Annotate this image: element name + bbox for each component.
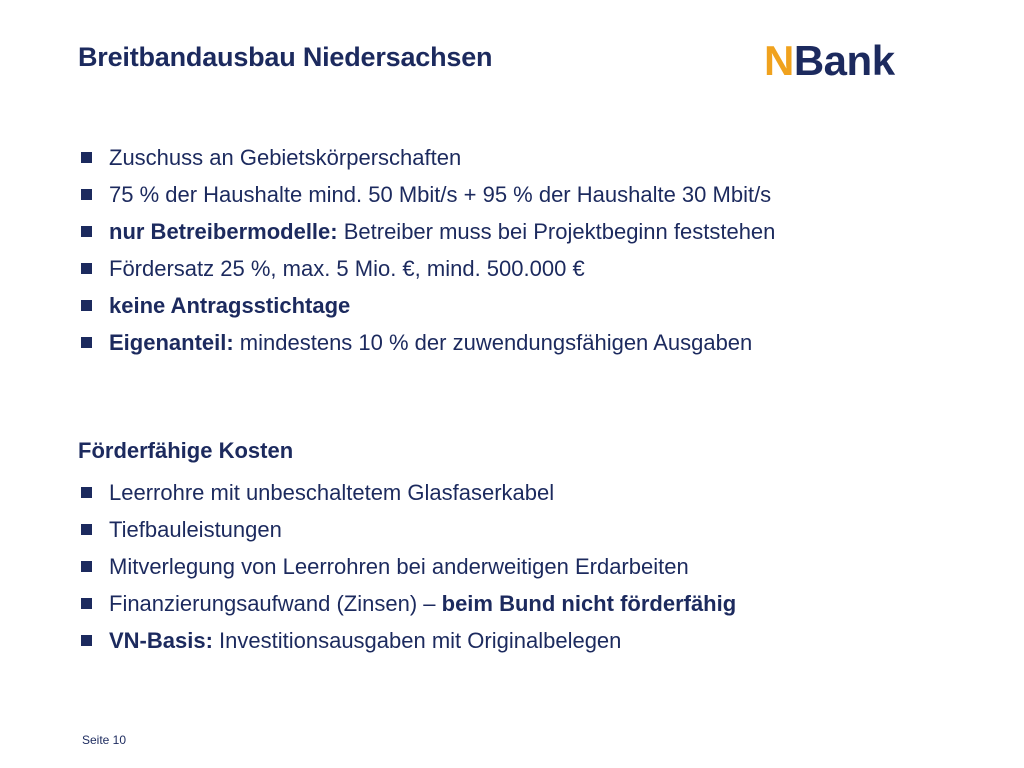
list-item-bold-suffix: beim Bund nicht förderfähig	[441, 590, 737, 616]
list-item-text: Fördersatz 25 %, max. 5 Mio. €, mind. 500.000 €	[109, 255, 585, 281]
funding-terms-list	[78, 139, 775, 361]
page-number: Seite 10	[82, 733, 127, 747]
page-title: Breitbandausbau Niedersachsen	[78, 42, 493, 72]
square-bullet-icon	[81, 263, 92, 274]
nbank-logo	[764, 36, 895, 82]
list-item-text: Mitverlegung von Leerrohren bei anderweitigen Erdarbeiten	[109, 553, 689, 579]
list-item	[78, 548, 736, 585]
list-item	[78, 474, 736, 511]
list-item-bold: Eigenanteil:	[109, 329, 234, 355]
square-bullet-icon	[81, 561, 92, 572]
list-item-text: Betreiber muss bei Projektbeginn feststehen	[337, 218, 776, 244]
square-bullet-icon	[81, 598, 92, 609]
list-item	[78, 511, 736, 548]
list-item	[78, 176, 775, 213]
list-item-text: Zuschuss an Gebietskörperschaften	[109, 144, 462, 170]
square-bullet-icon	[81, 226, 92, 237]
square-bullet-icon	[81, 635, 92, 646]
list-item	[78, 250, 775, 287]
list-item-bold: VN-Basis:	[109, 627, 213, 653]
list-item-text: 75 % der Haushalte mind. 50 Mbit/s + 95 % der Haushalte 30 Mbit/s	[109, 181, 772, 207]
section-heading: Förderfähige Kosten	[78, 438, 294, 463]
list-item-text: Leerrohre mit unbeschaltetem Glasfaserkabel	[109, 479, 555, 505]
logo-word-bank: Bank	[793, 37, 895, 84]
square-bullet-icon	[81, 487, 92, 498]
square-bullet-icon	[81, 300, 92, 311]
square-bullet-icon	[81, 152, 92, 163]
eligible-costs-list	[78, 474, 736, 659]
list-item-text: Tiefbauleistungen	[109, 516, 282, 542]
list-item	[78, 585, 736, 622]
square-bullet-icon	[81, 189, 92, 200]
list-item	[78, 622, 736, 659]
list-item-bold: nur Betreibermodelle:	[109, 218, 338, 244]
list-item	[78, 213, 775, 250]
square-bullet-icon	[81, 524, 92, 535]
list-item-text: mindestens 10 % der zuwendungsfähigen Ausgaben	[233, 329, 753, 355]
list-item-text: Finanzierungsaufwand (Zinsen) –	[109, 590, 442, 616]
list-item	[78, 324, 775, 361]
square-bullet-icon	[81, 337, 92, 348]
list-item-text: Investitionsausgaben mit Originalbelegen	[212, 627, 622, 653]
list-item-bold: keine Antragsstichtage	[109, 292, 351, 318]
logo-letter-n: N	[764, 37, 794, 84]
list-item	[78, 139, 775, 176]
list-item	[78, 287, 775, 324]
